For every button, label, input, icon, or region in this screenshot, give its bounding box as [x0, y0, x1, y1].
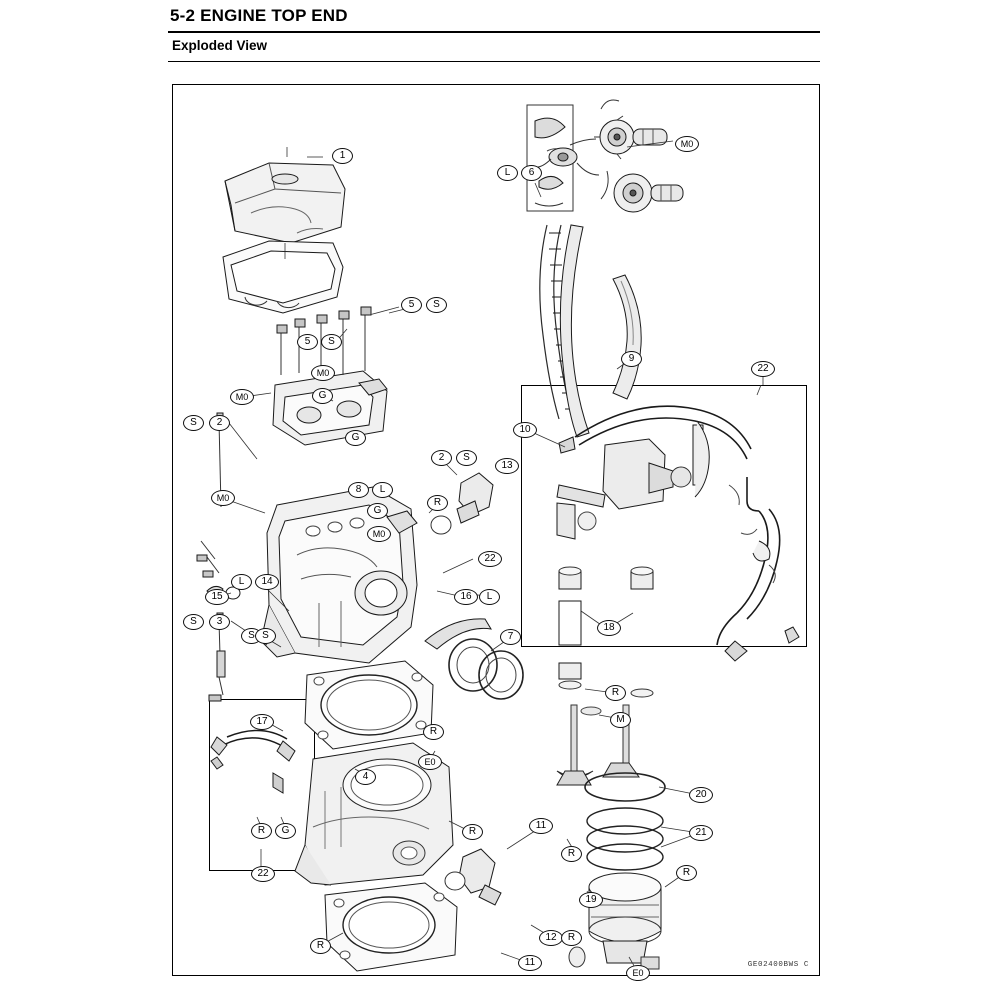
callout-m[interactable]: M	[610, 712, 631, 728]
callout-eo-b[interactable]: E0	[626, 965, 650, 981]
callout-8[interactable]: 8	[348, 482, 369, 498]
callout-10[interactable]: 10	[513, 422, 537, 438]
callout-eo-a[interactable]: E0	[418, 754, 442, 770]
callout-7[interactable]: 7	[500, 629, 521, 645]
callout-r-d[interactable]: R	[251, 823, 272, 839]
callout-g-c[interactable]: G	[367, 503, 388, 519]
callout-r-i[interactable]: R	[310, 938, 331, 954]
callout-16[interactable]: 16	[454, 589, 478, 605]
callout-13[interactable]: 13	[495, 458, 519, 474]
callout-ss-a[interactable]: S	[241, 628, 262, 644]
callout-mo-c[interactable]: M0	[230, 389, 254, 405]
callout-s-3[interactable]: S	[183, 614, 204, 630]
callout-1[interactable]: 1	[332, 148, 353, 164]
callout-5b[interactable]: 5	[297, 334, 318, 350]
callout-9[interactable]: 9	[621, 351, 642, 367]
callout-21[interactable]: 21	[689, 825, 713, 841]
callout-l-16[interactable]: L	[479, 589, 500, 605]
callout-ss-b[interactable]: S	[255, 628, 276, 644]
callout-15[interactable]: 15	[205, 589, 229, 605]
page-title: 5-2 ENGINE TOP END	[170, 6, 348, 25]
callout-s-2b[interactable]: S	[456, 450, 477, 466]
callout-s-2a[interactable]: S	[183, 415, 204, 431]
callout-2[interactable]: 2	[209, 415, 230, 431]
exploded-view-frame	[172, 84, 820, 976]
callout-mo-e[interactable]: M0	[367, 526, 391, 542]
header-rule	[168, 31, 820, 33]
callout-g-a[interactable]: G	[312, 388, 333, 404]
callout-s-5a[interactable]: S	[426, 297, 447, 313]
callout-18[interactable]: 18	[597, 620, 621, 636]
callout-s-5b[interactable]: S	[321, 334, 342, 350]
section-rule	[168, 61, 820, 62]
callout-4[interactable]: 4	[355, 769, 376, 785]
callout-l-8[interactable]: L	[372, 482, 393, 498]
callout-22c[interactable]: 22	[251, 866, 275, 882]
callout-2b[interactable]: 2	[431, 450, 452, 466]
callout-r-e[interactable]: R	[605, 685, 626, 701]
callout-mo-b[interactable]: M0	[311, 365, 335, 381]
callout-17[interactable]: 17	[250, 714, 274, 730]
callout-r-h[interactable]: R	[676, 865, 697, 881]
section-title: Exploded View	[172, 38, 268, 53]
callout-g-d[interactable]: G	[275, 823, 296, 839]
callout-12[interactable]: 12	[539, 930, 563, 946]
callout-11a[interactable]: 11	[529, 818, 553, 834]
figure-code: GE02400BWS C	[747, 961, 809, 969]
callout-r-f[interactable]: R	[561, 846, 582, 862]
callout-r-a[interactable]: R	[427, 495, 448, 511]
callout-r-g[interactable]: R	[561, 930, 582, 946]
callout-6[interactable]: 6	[521, 165, 542, 181]
callout-11b[interactable]: 11	[518, 955, 542, 971]
callout-mo-d[interactable]: M0	[211, 490, 235, 506]
exploded-view-linework	[173, 85, 821, 977]
callout-l-14[interactable]: L	[231, 574, 252, 590]
callout-r-c[interactable]: R	[462, 824, 483, 840]
callout-14[interactable]: 14	[255, 574, 279, 590]
callout-19[interactable]: 19	[579, 892, 603, 908]
callout-3[interactable]: 3	[209, 614, 230, 630]
callout-22b[interactable]: 22	[478, 551, 502, 567]
callout-r-b[interactable]: R	[423, 724, 444, 740]
callout-22a[interactable]: 22	[751, 361, 775, 377]
callout-20[interactable]: 20	[689, 787, 713, 803]
callout-5a[interactable]: 5	[401, 297, 422, 313]
callout-g-b[interactable]: G	[345, 430, 366, 446]
callout-l-6[interactable]: L	[497, 165, 518, 181]
callout-mo-a[interactable]: M0	[675, 136, 699, 152]
